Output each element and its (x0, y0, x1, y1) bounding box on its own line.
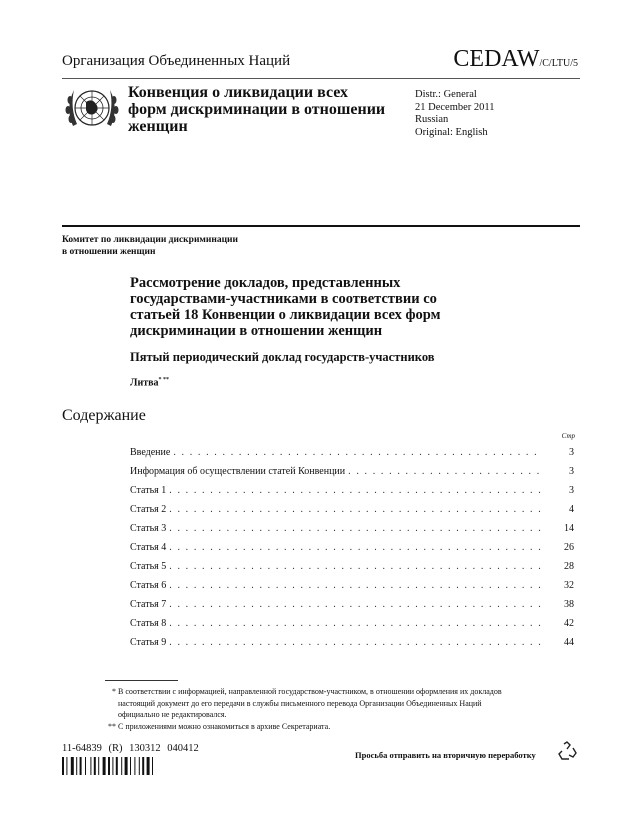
footnote-marks: * ** (158, 377, 170, 383)
toc-item-label: Статья 1 (130, 485, 167, 496)
toc-leader-dots (169, 541, 541, 555)
footnote-text: С приложениями можно ознакомиться в архиве Секретариата. (118, 721, 331, 731)
toc-item-page: 38 (564, 599, 574, 610)
footnote (112, 686, 508, 721)
toc-item-page: 44 (564, 637, 574, 648)
committee-name (62, 234, 238, 258)
toc-leader-dots (173, 446, 541, 460)
toc-item[interactable] (130, 617, 574, 636)
barcode-bar (66, 757, 67, 775)
toc-leader-dots (348, 465, 541, 479)
barcode-bar (62, 757, 64, 775)
recycle-icon (556, 740, 578, 762)
toc-item[interactable] (130, 484, 574, 503)
header-rule (62, 78, 580, 79)
toc-item[interactable] (130, 446, 574, 465)
job-number: 11-64839 (R) 130312 040412 (62, 743, 199, 754)
barcode-bar (71, 757, 74, 775)
toc-item-page: 3 (569, 447, 574, 458)
barcode-bar (76, 757, 77, 775)
toc-item[interactable] (130, 522, 574, 541)
barcode-bar (80, 757, 82, 775)
toc-item-page: 32 (564, 580, 574, 591)
country-name: Литва (130, 377, 159, 389)
symbol-main: CEDAW (453, 46, 540, 72)
barcode-bar (108, 757, 110, 775)
page-column-header: Стр (561, 432, 575, 440)
toc-item-page: 3 (569, 466, 574, 477)
document-heading: Рассмотрение докладов, представленных государствами-участниками в соответствии со статьей 18 Конвенции о ликвидации всех форм дискриминации в отношении женщин (130, 275, 441, 339)
barcode-bar (98, 757, 99, 775)
barcode-bar (134, 757, 135, 775)
toc-item[interactable] (130, 560, 574, 579)
original-language: Original: English (415, 126, 488, 138)
toc-leader-dots (169, 579, 541, 593)
toc-item-page: 3 (569, 485, 574, 496)
barcode-bar (142, 757, 144, 775)
barcode-bar (147, 757, 150, 775)
toc-item-label: Статья 4 (130, 542, 167, 553)
toc-item-page: 26 (564, 542, 574, 553)
document-subtitle: Пятый периодический доклад государств-участников (130, 350, 435, 364)
barcode-bar (130, 757, 131, 775)
toc-item-label: Статья 5 (130, 561, 167, 572)
barcode-bar (94, 757, 96, 775)
toc-item-label: Статья 6 (130, 580, 167, 591)
toc-item-label: Информация об осуществлении статей Конвенции (130, 466, 346, 477)
organization-name: Организация Объединенных Наций (62, 53, 291, 69)
toc-item-page: 4 (569, 504, 574, 515)
toc-item-label: Статья 2 (130, 504, 167, 515)
document-symbol (453, 46, 578, 73)
footnotes (108, 686, 508, 732)
toc-item[interactable] (130, 503, 574, 522)
toc-leader-dots (169, 598, 541, 612)
toc-item[interactable] (130, 541, 574, 560)
language: Russian (415, 114, 449, 125)
un-emblem-icon (64, 82, 120, 136)
barcode-icon (62, 757, 176, 775)
barcode-bar (85, 757, 86, 775)
barcode-bar (116, 757, 118, 775)
toc-item[interactable] (130, 636, 574, 655)
toc-leader-dots (169, 560, 541, 574)
committee-line-1: Комитет по ликвидации дискриминации (62, 235, 239, 245)
convention-title: Конвенция о ликвидации всех форм дискриминации в отношении женщин (128, 84, 386, 135)
barcode-bar (103, 757, 106, 775)
barcode-bar (152, 757, 153, 775)
date: 21 December 2011 (415, 101, 495, 113)
symbol-suffix: /C/LTU/5 (539, 58, 578, 69)
toc-item-page: 14 (564, 523, 574, 534)
country (130, 377, 169, 388)
toc-item[interactable] (130, 465, 574, 484)
toc-leader-dots (169, 522, 541, 536)
barcode-bar (112, 757, 113, 775)
table-of-contents (130, 446, 574, 655)
toc-leader-dots (169, 636, 541, 650)
toc-item[interactable] (130, 579, 574, 598)
barcode-bar (125, 757, 128, 775)
footnote-text: В соответствии с информацией, направленной государством-участником, в отношении оформления их докладов настоящий документ до его передачи в службы письменного перевода Организации Объединенных Наций официально не редактировался. (118, 687, 502, 719)
toc-item-label: Статья 8 (130, 618, 167, 629)
toc-leader-dots (169, 617, 541, 631)
toc-leader-dots (169, 484, 541, 498)
footnote-mark: ** (108, 721, 116, 731)
thick-rule (62, 225, 580, 227)
contents-title: Содержание (62, 407, 146, 424)
toc-item-label: Статья 3 (130, 523, 167, 534)
distribution: Distr.: General (415, 89, 477, 100)
toc-item-page: 28 (564, 561, 574, 572)
barcode-bar (90, 757, 91, 775)
barcode-bar (139, 757, 140, 775)
toc-item-label: Статья 7 (130, 599, 167, 610)
toc-item-label: Статья 9 (130, 637, 167, 648)
toc-item-label: Введение (130, 447, 171, 458)
toc-item[interactable] (130, 598, 574, 617)
committee-line-2: в отношении женщин (62, 247, 156, 257)
barcode-bar (121, 757, 122, 775)
footnote (108, 721, 508, 733)
footnote-mark: * (112, 687, 116, 696)
footnote-rule (105, 680, 178, 681)
toc-leader-dots (169, 503, 541, 517)
recycle-note: Просьба отправить на вторичную переработку (355, 750, 536, 760)
distribution-block (415, 89, 495, 139)
toc-item-page: 42 (564, 618, 574, 629)
